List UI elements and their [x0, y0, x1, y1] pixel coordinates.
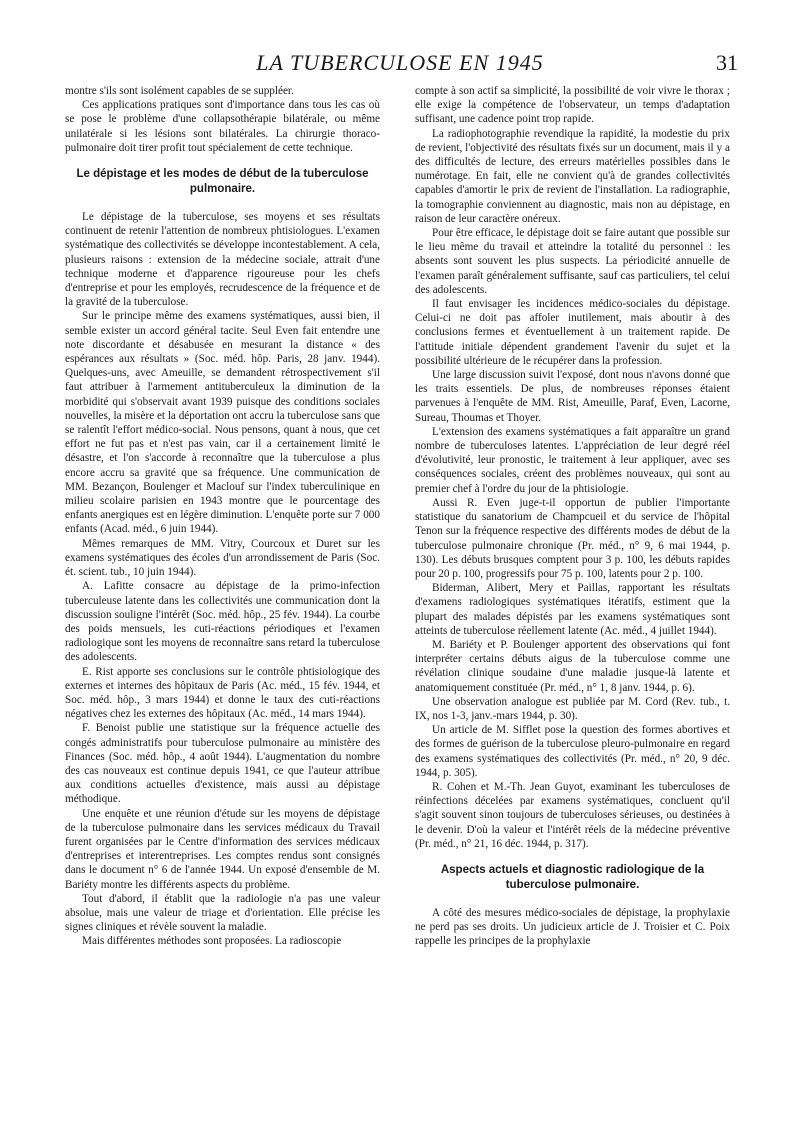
- paragraph: Il faut envisager les incidences médico-sociales du dépistage. Celui-ci ne doit pas affoler inutilement, mais aboutir à des conclusions fermes et éventuellement à un traitement rapide. De l'attitude initiale dépendent grandement l'avenir du sujet et la possibilité ultérieure de le récupérer dans la profession.: [415, 298, 730, 367]
- paragraph: A. Lafitte consacre au dépistage de la primo-infection tuberculeuse latente dans les collectivités une communication dont la discussion souligne l'intérêt (Soc. méd. hôp., 25 fév. 1944). La courbe des poids mensuels, les cuti-réactions périodiques et l'examen radiologique sont les moyens de reconnaître sans retard la tuberculose des adolescents.: [65, 580, 380, 664]
- paragraph: Aussi R. Even juge-t-il opportun de publier l'importante statistique du sanatorium de Champcueil et du service de l'hôpital Tenon sur la fréquence respective des différents modes de début de la tuberculose pulmonaire chronique (Pr. méd., n° 9, 6 mai 1944, p. 130). Les débuts brusques comptent pour 3 p. 100, les débuts rapides pour 20 p. 100, progressifs pour 75 p. 100, latents pour 2 p. 100.: [415, 496, 730, 580]
- section-heading: Aspects actuels et diagnostic radiologique de la tuberculose pulmonaire.: [440, 863, 705, 891]
- paragraph: Mêmes remarques de MM. Vitry, Courcoux et Duret sur les examens systématiques des écoles d'un arrondissement de Paris (Soc. ét. scient. tub., 10 juin 1944).: [65, 537, 380, 579]
- left-column: [65, 84, 380, 949]
- paragraph: Le dépistage de la tuberculose, ses moyens et ses résultats continuent de retenir l'attention de nombreux phtisiologues. L'examen systématique des collectivités se développe incontestablement. A cela, plusieurs raisons : extension de la médecine sociale, attrait d'une technique moderne et d'apparence rigoureuse pour les chefs d'entreprise et pour les employés, recrudescence de la fréquence et de la gravité de la tuberculose.: [65, 211, 380, 309]
- paragraph: La radiophotographie revendique la rapidité, la modestie du prix de revient, l'objectivité des résultats fixés sur un document, mais il y a des difficultés de lecture, des erreurs matérielles possibles dans le numérotage. En fait, elle ne convient qu'à de grandes collectivités capables d'amortir le prix de revient de l'installation. La radiographie, la tomographie conviennent au diagnostic, mais non au dépistage, en raison de leur caractère onéreux.: [415, 127, 730, 225]
- paragraph: F. Benoist publie une statistique sur la fréquence actuelle des congés administratifs pour tuberculose pulmonaire au ministère des Finances (Soc. méd. hôp., 4 août 1944). L'augmentation du nombre des cas nouveaux est continue depuis 1941, ce que l'auteur attribue aux conditions actuelles d'existence, mais aussi au dépistage méthodique.: [65, 722, 380, 806]
- section-heading: Le dépistage et les modes de début de la tuberculose pulmonaire.: [76, 168, 369, 196]
- right-column: [415, 84, 730, 949]
- page-number: 31: [716, 50, 738, 75]
- paragraph: M. Bariéty et P. Boulenger apportent des observations qui font interpréter certains débuts aigus de la tuberculose comme une révélation clinique soudaine d'une maladie jusque-là latente et anatomiquement constituée (Pr. méd., n° 1, 8 janv. 1944, p. 6).: [415, 638, 730, 694]
- paragraph: Ces applications pratiques sont d'importance dans tous les cas où se pose le problème d'une collapsothérapie bilatérale, ou même unilatérale si les lésions sont bilatérales. La chirurgie thoraco-pulmonaire doit tirer profit tout spécialement de cette technique.: [65, 99, 380, 154]
- journal-title: LA TUBERCULOSE EN 1945: [256, 50, 544, 75]
- paragraph: montre s'ils sont isolément capables de se suppléer.: [65, 85, 294, 97]
- paragraph: Un article de M. Sifflet pose la question des formes abortives et des formes de guérison de la tuberculose pleuro-pulmonaire en regard des examens systématiques des collectivités (Pr. méd., n° 20, 9 déc. 1944, p. 305).: [415, 724, 730, 779]
- paragraph: Pour être efficace, le dépistage doit se faire autant que possible sur le lieu même du travail et atteindre la totalité du personnel : les absents sont souvent les plus suspects. La périodicité annuelle de l'examen paraît généralement suffisante, sauf cas particuliers, tel celui des adolescents.: [415, 227, 731, 296]
- paragraph: Mais différentes méthodes sont proposées. La radioscopie: [82, 935, 342, 948]
- running-head: [0, 50, 800, 80]
- paragraph: Une large discussion suivit l'exposé, dont nous n'avons donné que les traits essentiels. De plus, de nombreuses réponses étaient parvenues à l'enquête de MM. Rist, Ameuille, Paraf, Even, Lacorne, Sureau, Thoumas et Thoyer.: [415, 369, 730, 424]
- paragraph: E. Rist apporte ses conclusions sur le contrôle phtisiologique des externes et internes des hôpitaux de Paris (Ac. méd., 15 fév. 1944, et Soc. méd. hôp., 3 mars 1944) et donne le taux des cuti-réactions négatives chez les externes des hôpitaux (Ac. méd., 14 mars 1944).: [65, 665, 380, 721]
- paragraph: Tout d'abord, il établit que la radiologie n'a pas une valeur absolue, mais une valeur de triage et d'orientation. Elle précise les signes cliniques et révèle souvent la maladie.: [65, 892, 380, 934]
- paragraph: L'extension des examens systématiques a fait apparaître un grand nombre de tuberculoses latentes. L'appréciation de leur degré réel d'évolutivité, leur pronostic, le traitement à leur appliquer, avec ses conséquences sociales, créent des problèmes nouveaux, qui sont au premier chef à l'ordre du jour de la phtisiologie.: [415, 425, 730, 495]
- paragraph: R. Cohen et M.-Th. Jean Guyot, examinant les tuberculoses de réinfections décelées par examens systématiques, concluent qu'il s'agit souvent sinon toujours de tuberculoses sérieuses, ou destinées à le devenir. D'où la valeur et l'intérêt réels de la médecine préventive (Pr. méd., n° 21, 16 déc. 1944, p. 317).: [415, 780, 730, 850]
- paragraph: Sur le principe même des examens systématiques, aussi bien, il semble exister un accord général tacite. Seul Even fait entendre une note discordante et désabusée en mesurant la distance « des espérances aux résultats » (Soc. méd. hôp. Paris, 28 janv. 1944). Quelques-uns, avec Ameuille, se demandent rétrospectivement s'il faut attribuer à l'armement antituberculeux la diminution de la morbidité qui s'observait avant 1939 puisque des conditions sociales nouvelles, la misère et la déportation ont accru la tuberculose sans que se ralentît l'effort médico-social. Nous pensons, quant à nous, que cet effort ne fut pas et n'est pas vain, car il a certainement limité le désastre, et l'on s'accorde à reconnaître que la tuberculose a plus encore accru sa gravité que sa fréquence. Une communication de MM. Bezançon, Boulenger et Maclouf sur l'index tuberculinique en milieu scolaire parisien en 1943 montre que le pourcentage des enfants anergiques est en légère diminution. L'enquête porte sur 7 000 enfants (Acad. méd., 6 juin 1944).: [65, 310, 381, 536]
- paragraph: Une enquête et une réunion d'étude sur les moyens de dépistage de la tuberculose pulmonaire dans les services médicaux du Travail furent organisées par le Centre d'information des services médicaux d'entreprises et interentreprises. Les comptes rendus sont consignés dans le document n° 6 de l'année 1944. Un exposé d'ensemble de M. Bariéty montre les différents aspects du problème.: [65, 807, 380, 891]
- paragraph: Biderman, Alibert, Mery et Paillas, rapportant les résultats d'examens radiologiques systématiques itératifs, estiment que la plupart des malades dépistés par les examens systématiques sont atteints de tuberculose réellement latente (Ac. méd., 4 juillet 1944).: [415, 582, 730, 637]
- paragraph: Une observation analogue est publiée par M. Cord (Rev. tub., t. IX, nos 1-3, janv.-mars 1944, p. 30).: [415, 695, 730, 722]
- paragraph: A côté des mesures médico-sociales de dépistage, la prophylaxie ne perd pas ses droits. Un judicieux article de J. Troisier et C. Poix rappelle les principes de la prophylaxie: [415, 906, 730, 948]
- paragraph: compte à son actif sa simplicité, la possibilité de voir vivre le thorax ; elle exige la compétence de l'observateur, un temps d'adaptation suffisant, une cadence point trop rapide.: [415, 85, 730, 126]
